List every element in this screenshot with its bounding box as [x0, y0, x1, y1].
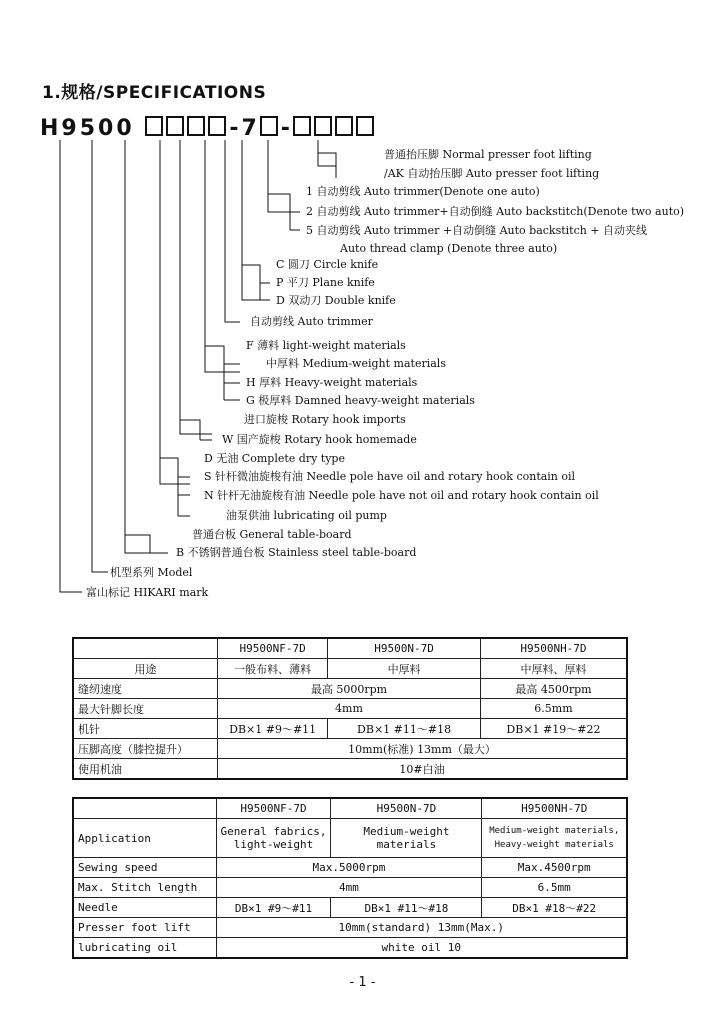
label-circle-knife: C 圆刀 Circle knife — [276, 258, 379, 271]
label-general-table: 普通台板 General table-board — [192, 528, 352, 541]
label-mark: 富山标记 HIKARI mark — [86, 586, 209, 599]
label-damned: G 极厚料 Damned heavy-weight materials — [246, 394, 475, 407]
label-double-knife: D 双动刀 Double knife — [276, 294, 396, 307]
table-row — [73, 638, 627, 659]
label-trimmer-2: 2 自动剪线 Auto trimmer+自动倒缝 Auto backstitch(Denote two auto) — [306, 205, 685, 218]
label-n-oil: N 针杆无油旋梭有油 Needle pole have not oil and rotary hook contain oil — [204, 489, 599, 502]
table-row: 压脚高度（膝控提升） 10mm(标准) 13mm（最大） — [73, 739, 627, 759]
label-hook-imports: 进口旋梭 Rotary hook imports — [244, 413, 406, 426]
label-plane-knife: P 平刀 Plane knife — [276, 276, 375, 289]
header-n: H9500N-7D — [331, 798, 482, 819]
table-row: Sewing speed Max.5000rpm Max.4500rpm — [73, 858, 627, 878]
table-row: lubricating oil white oil 10 — [73, 938, 627, 959]
label-light: F 薄料 light-weight materials — [246, 339, 406, 352]
model-mid: -7 — [229, 116, 260, 141]
label-model: 机型系列 Model — [110, 566, 193, 579]
label-trimmer-5b: Auto thread clamp (Denote three auto) — [340, 242, 558, 255]
spec-table-en — [72, 797, 628, 959]
label-hook-homemade: W 国产旋梭 Rotary hook homemade — [222, 433, 417, 446]
label-trimmer-5: 5 自动剪线 Auto trimmer +自动倒缝 Auto backstitch + 自动夹线 — [306, 224, 648, 237]
table-row — [73, 798, 627, 819]
label-heavy: H 厚料 Heavy-weight materials — [246, 376, 418, 389]
label-medium: 中厚料 Medium-weight materials — [266, 357, 446, 370]
header-nh: H9500NH-7D — [480, 638, 627, 659]
label-trimmer-1: 1 自动剪线 Auto trimmer(Denote one auto) — [306, 185, 540, 198]
page-number: - 1 - — [349, 975, 376, 990]
label-oil-pump: 油泵供油 lubricating oil pump — [226, 509, 387, 522]
table-row: 缝纫速度 最高 5000rpm 最高 4500rpm — [73, 679, 627, 699]
label-stainless-table: B 不锈钢普通台板 Stainless steel table-board — [176, 546, 417, 559]
label-dry: D 无油 Complete dry type — [204, 452, 345, 465]
spec-table-cn — [72, 637, 628, 780]
header-n: H9500N-7D — [328, 638, 481, 659]
table-row: Presser foot lift 10mm(standard) 13mm(Max.) — [73, 918, 627, 938]
header-nf: H9500NF-7D — [218, 638, 328, 659]
table-row: Max. Stitch length 4mm 6.5mm — [73, 878, 627, 898]
label-auto-trimmer: 自动剪线 Auto trimmer — [250, 315, 373, 328]
model-dash: - — [280, 116, 293, 141]
table-row: 机针 DB×1 #9～#11 DB×1 #11～#18 DB×1 #19～#22 — [73, 719, 627, 739]
page-title: 1.规格/SPECIFICATIONS — [42, 83, 267, 103]
label-s-oil: S 针杆微油旋梭有油 Needle pole have oil and rotary hook contain oil — [204, 470, 576, 483]
header-nf: H9500NF-7D — [216, 798, 331, 819]
table-row: 最大针脚长度 4mm 6.5mm — [73, 699, 627, 719]
header-nh: H9500NH-7D — [482, 798, 627, 819]
label-normal-lift: 普通抬压脚 Normal presser foot lifting — [384, 148, 592, 161]
label-auto-lift: /AK 自动抬压脚 Auto presser foot lifting — [384, 167, 600, 180]
model-prefix: H9500 — [40, 116, 135, 141]
table-row: Application General fabrics, light-weight Medium-weight materials Medium-weight materials, Heavy-weight materials — [73, 819, 627, 858]
table-row: 使用机油 10#白油 — [73, 759, 627, 780]
table-row: Needle DB×1 #9～#11 DB×1 #11～#18 DB×1 #18～#22 — [73, 898, 627, 918]
table-row: 用途 一般布料、薄料 中厚料 中厚料、厚料 — [73, 659, 627, 679]
